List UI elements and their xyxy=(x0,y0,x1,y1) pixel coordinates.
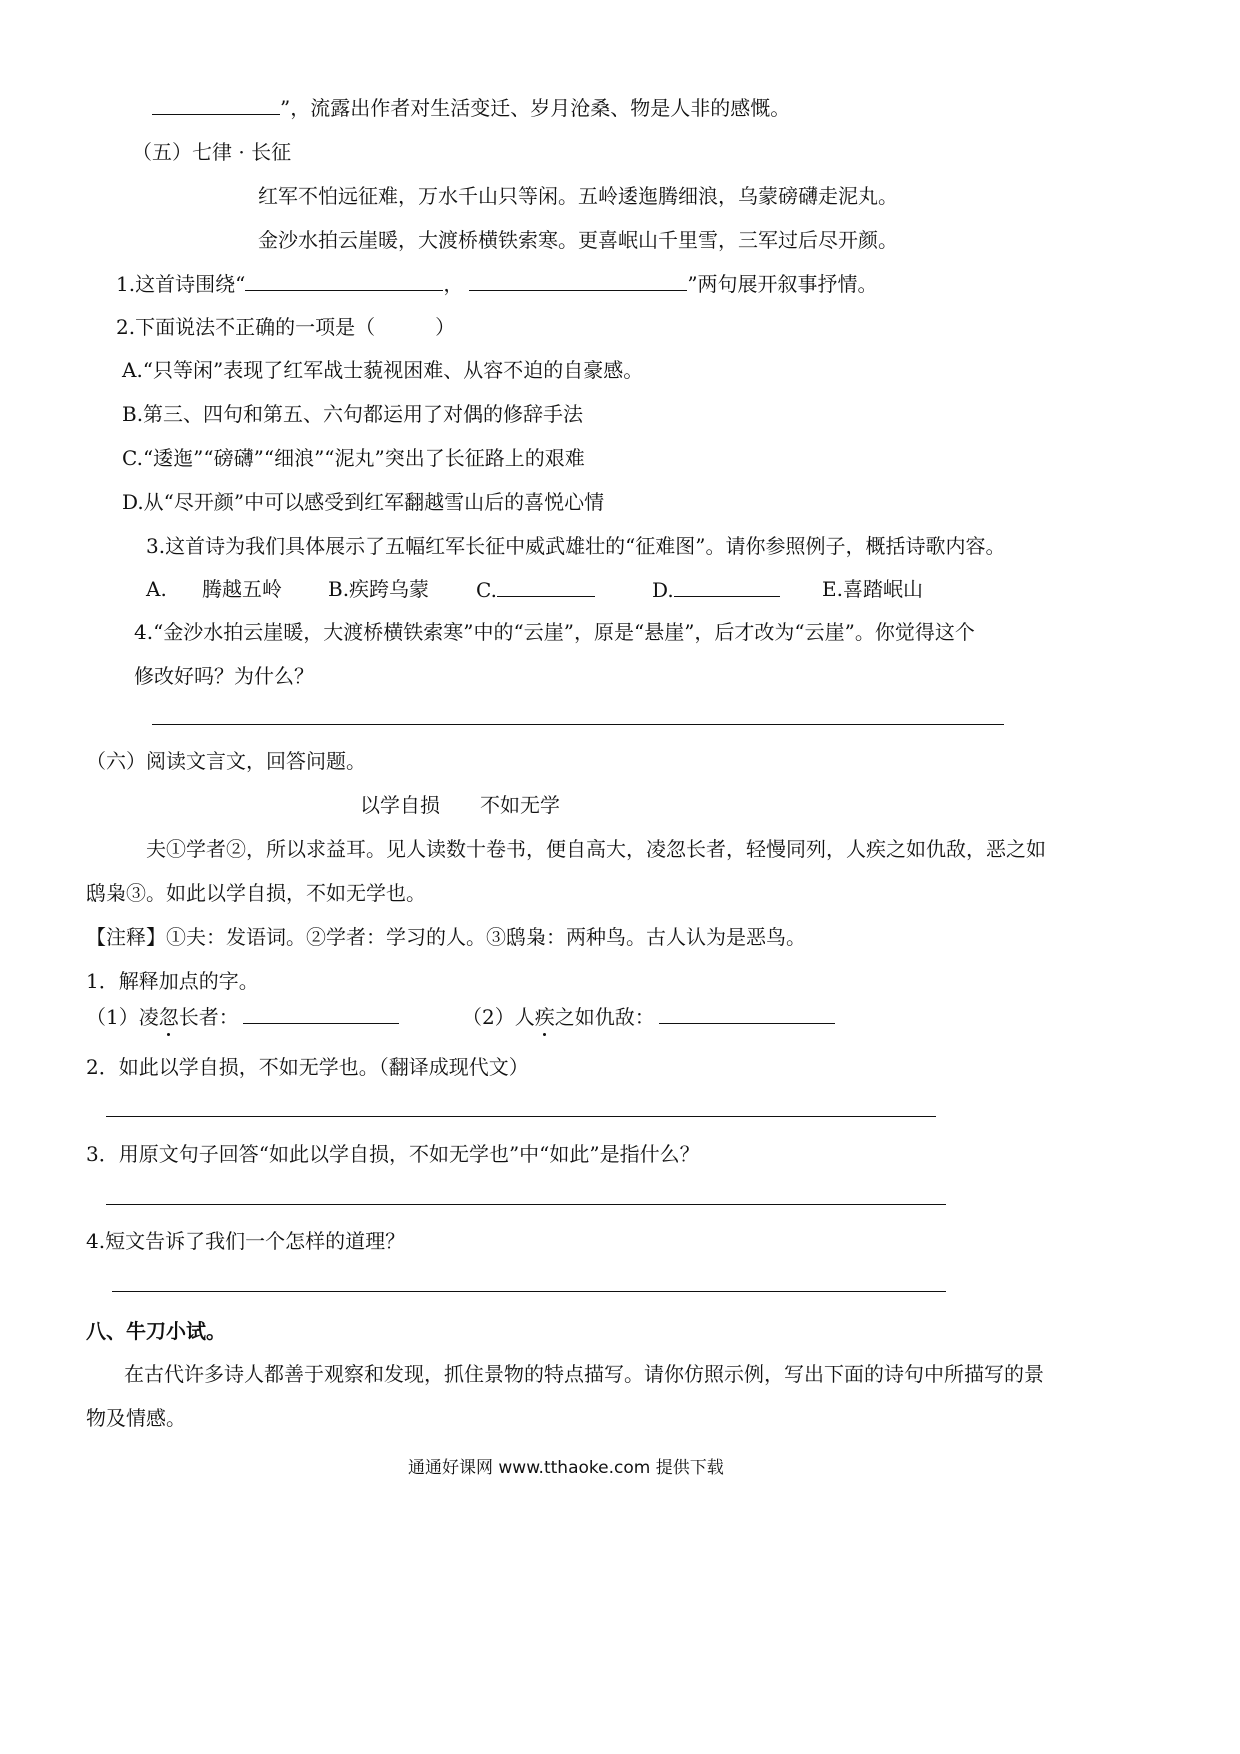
answer-blank[interactable] xyxy=(497,576,595,597)
section-heading: （六）阅读文言文，回答问题。 xyxy=(86,749,366,773)
section-heading: 八、牛刀小试。 xyxy=(86,1319,226,1343)
option-a: A.“只等闲”表现了红军战士藐视困难、从容不迫的自豪感。 xyxy=(122,358,644,382)
annotation-notes: 【注释】①夫：发语词。②学者：学习的人。③鸱枭：两种鸟。古人认为是恶鸟。 xyxy=(86,925,806,949)
option-b: B.第三、四句和第五、六句都运用了对偶的修辞手法 xyxy=(122,402,584,426)
option-c: C.“逶迤”“磅礴”“细浪”“泥丸”突出了长征路上的艰难 xyxy=(122,446,585,470)
question-1: 1.这首诗围绕“ ， ”两句展开叙事抒情。 xyxy=(116,272,878,296)
intro-line: ”，流露出作者对生活变迁、岁月沧桑、物是人非的感慨。 xyxy=(152,94,790,121)
question-3: 3．用原文句子回答“如此以学自损，不如无学也”中“如此”是指什么？ xyxy=(86,1142,700,1166)
answer-blank[interactable] xyxy=(243,1003,399,1024)
q3-option-e: E.喜踏岷山 xyxy=(822,577,923,601)
poem-line: 红军不怕远征难，万水千山只等闲。五岭逶迤腾细浪，乌蒙磅礴走泥丸。 xyxy=(258,184,898,208)
section-heading: （五）七律 · 长征 xyxy=(132,140,292,164)
poem-line: 金沙水拍云崖暖，大渡桥横铁索寒。更喜岷山千里雪，三军过后尽开颜。 xyxy=(258,228,898,252)
instruction-line: 在古代许多诗人都善于观察和发现，抓住景物的特点描写。请你仿照示例，写出下面的诗句中所描写的景 xyxy=(124,1362,1044,1386)
q3-option-c: C. xyxy=(476,576,595,603)
item-2: （2）人疾之如仇敌： xyxy=(462,1003,835,1030)
answer-line[interactable] xyxy=(112,1291,946,1292)
option-d: D.从“尽开颜”中可以感受到红军翻越雪山后的喜悦心情 xyxy=(122,490,605,514)
q3-option-b: B.疾跨乌蒙 xyxy=(328,577,430,601)
instruction-line: 物及情感。 xyxy=(86,1406,186,1430)
answer-blank[interactable] xyxy=(659,1003,835,1024)
answer-blank[interactable] xyxy=(469,270,687,291)
passage-title: 以学自损 不如无学 xyxy=(360,793,560,817)
answer-blank[interactable] xyxy=(152,94,280,115)
answer-blank[interactable] xyxy=(674,576,780,597)
answer-line[interactable] xyxy=(106,1204,946,1205)
page-footer: 通通好课网 www.tthaoke.com 提供下载 xyxy=(408,1458,724,1478)
question-4: 4.短文告诉了我们一个怎样的道理？ xyxy=(86,1229,406,1253)
answer-line[interactable] xyxy=(106,1116,936,1117)
question-2: 2.下面说法不正确的一项是（ ） xyxy=(116,315,456,339)
question-4-line1: 4.“金沙水拍云崖暖，大渡桥横铁索寒”中的“云崖”，原是“悬崖”，后才改为“云崖”。你觉得这个 xyxy=(134,620,975,644)
question-1: 1．解释加点的字。 xyxy=(86,969,259,993)
answer-line[interactable] xyxy=(152,724,1004,725)
answer-blank[interactable] xyxy=(245,270,443,291)
dotted-character: 疾 xyxy=(534,1005,555,1029)
q3-option-a-label: A. xyxy=(146,577,167,601)
q3-option-a-text: 腾越五岭 xyxy=(202,577,282,601)
passage-line: 夫①学者②，所以求益耳。见人读数十卷书，便自高大，凌忽长者，轻慢同列，人疾之如仇敌，恶之如 xyxy=(146,837,1046,861)
q3-option-d: D. xyxy=(652,576,780,603)
question-3: 3.这首诗为我们具体展示了五幅红军长征中威武雄壮的“征难图”。请你参照例子，概括诗歌内容。 xyxy=(146,534,1006,558)
passage-line: 鸱枭③。如此以学自损，不如无学也。 xyxy=(86,881,426,905)
question-4-line2: 修改好吗？为什么？ xyxy=(134,664,314,688)
item-1: （1）凌忽长者： xyxy=(86,1003,399,1030)
question-2: 2．如此以学自损，不如无学也。（翻译成现代文） xyxy=(86,1055,529,1079)
dotted-character: 忽 xyxy=(158,1005,179,1029)
